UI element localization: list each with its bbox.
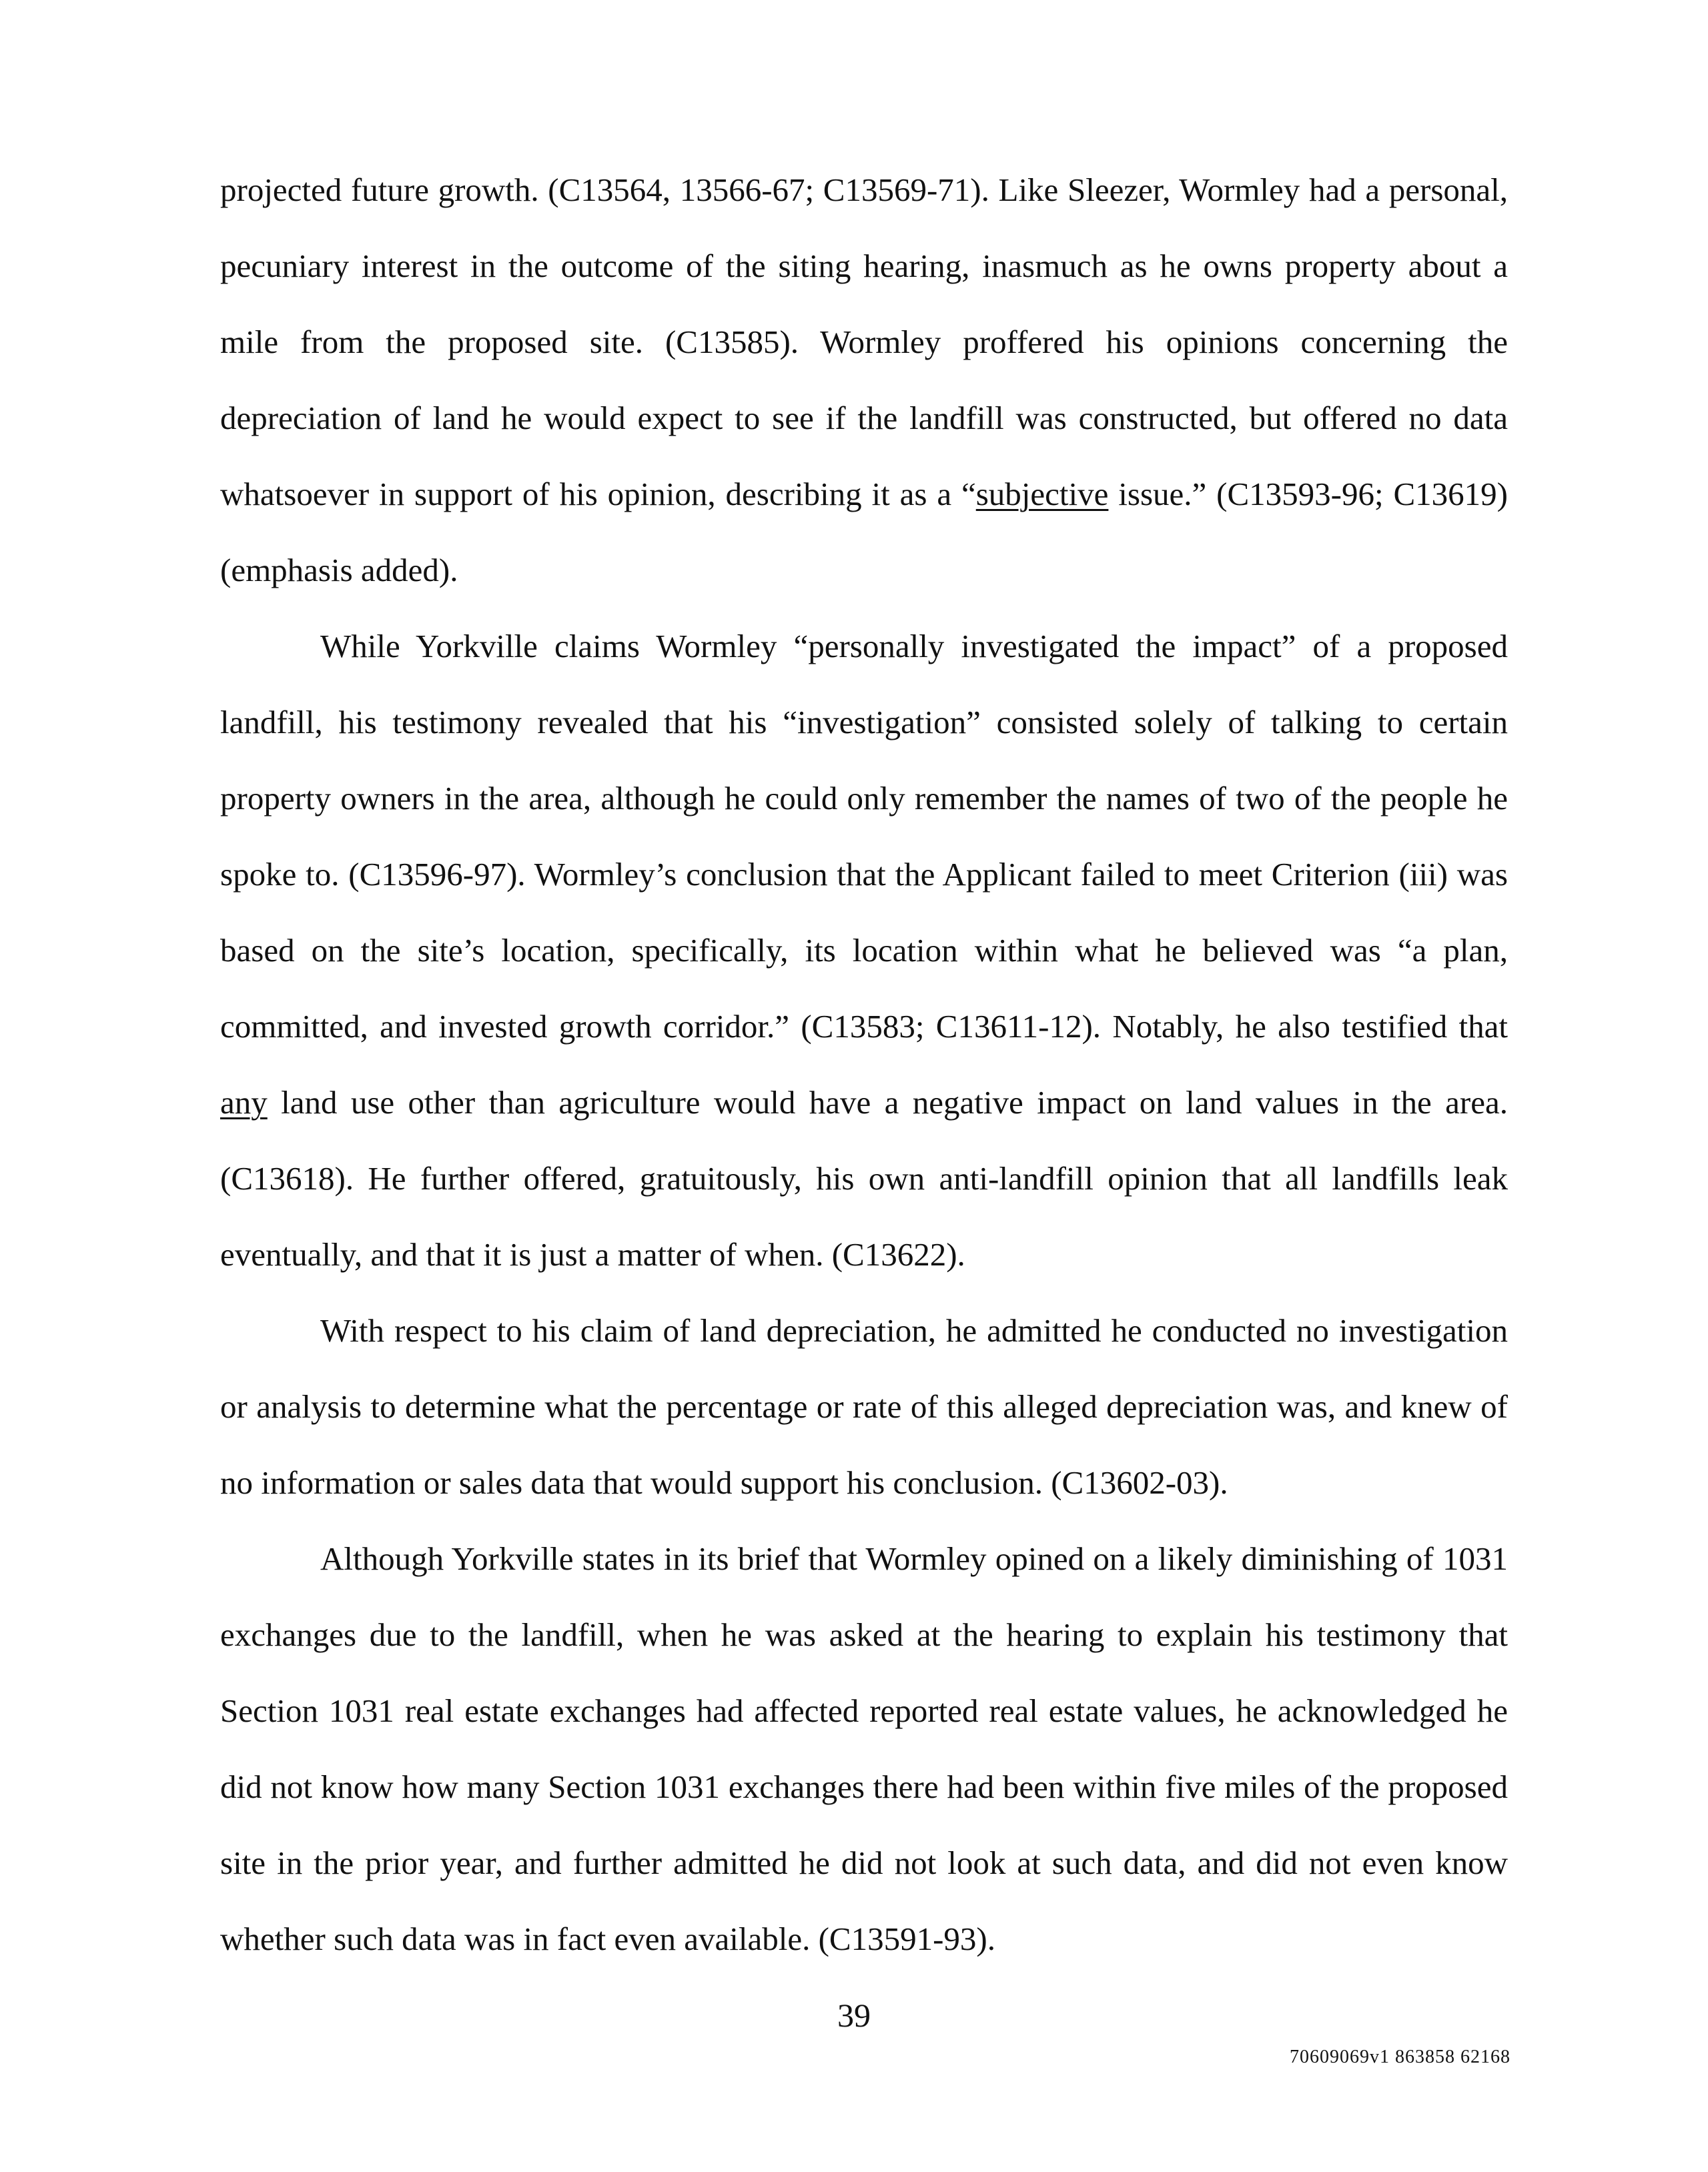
paragraph-text: With respect to his claim of land depreciation, he admitted he conducted no investigation or analysis to determine what the percentage or rate of this alleged depreciation was, and knew of no information or sales data that would support his conclusion. (C13602-03). (220, 1312, 1508, 1501)
paragraph (220, 152, 1508, 608)
paragraph-text: issue.” (C13593-96; C13619) (emphasis added). (220, 476, 1508, 588)
underlined-text: subjective (975, 476, 1109, 512)
paragraph (220, 1521, 1508, 1977)
page-number: 39 (837, 1997, 871, 2034)
document-id: 70609069v1 863858 62168 (1290, 2047, 1511, 2067)
document-body (220, 152, 1508, 1977)
paragraph-text: While Yorkville claims Wormley “personally investigated the impact” of a proposed landfill, his testimony revealed that his “investigation” consisted solely of talking to certain property owners in the area, although he could only remember the names of two of the people he spoke to. (C13596-97). Wormley’s conclusion that the Applicant failed to meet Criterion (iii) was based on the site’s location, specifically, its location within what he believed was “a plan, committed, and invested growth corridor.” (C13583; C13611-12). Notably, he also testified that (220, 628, 1508, 1045)
paragraph-text: land use other than agriculture would have a negative impact on land values in the area. (C13618). He further offered, gratuitously, his own anti-landfill opinion that all landfills leak eventually, and that it is just a matter of when. (C13622). (220, 1084, 1508, 1273)
paragraph-text: projected future growth. (C13564, 13566-67; C13569-71). Like Sleezer, Wormley had a personal, pecuniary interest in the outcome of the siting hearing, inasmuch as he owns property about a mile from the proposed site. (C13585). Wormley proffered his opinions concerning the depreciation of land he would expect to see if the landfill was constructed, but offered no data whatsoever in support of his opinion, describing it as a “ (220, 171, 1508, 512)
paragraph-text: Although Yorkville states in its brief that Wormley opined on a likely diminishing of 1031 exchanges due to the landfill, when he was asked at the hearing to explain his testimony that Section 1031 real estate exchanges had affected reported real estate values, he acknowledged he did not know how many Section 1031 exchanges there had been within five miles of the proposed site in the prior year, and further admitted he did not look at such data, and did not even know whether such data was in fact even available. (C13591-93). (220, 1540, 1508, 1957)
paragraph (220, 608, 1508, 1293)
paragraph (220, 1293, 1508, 1521)
underlined-text: any (220, 1084, 268, 1121)
